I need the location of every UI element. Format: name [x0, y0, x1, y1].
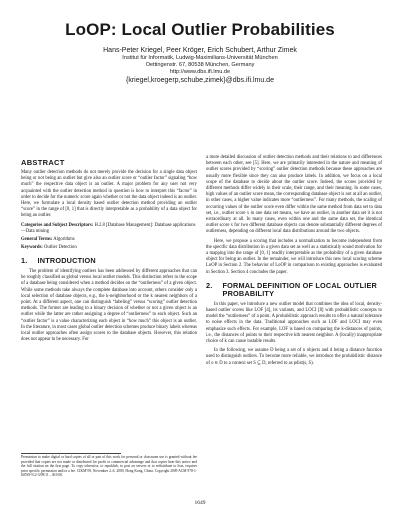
abstract-text: Many outlier detection methods do not merely provide the decision for a single data object being or not being an outlier but give also an outlier score or “outlier factor” signaling “how much” the respective data object is an outlier. A major problem for any user not very acquainted with the outlier detection method in question is how to interpret this “factor” in order to decide for the numeric score again whether or not the data object indeed is an outlier. Here, we formulate a local density based outlier detection method providing an outlier “score” in the range of [0, 1] that is directly interpretable as a probability of a data object for being an outlier.	[21, 170, 197, 219]
author-names: Hans-Peter Kriegel, Peer Kröger, Erich Schubert, Arthur Zimek	[103, 47, 297, 54]
categories-line	[21, 223, 197, 235]
general-terms-label: General Terms:	[21, 237, 53, 243]
affiliation-address: Oettingenstr. 67, 80538 München, Germany	[145, 62, 255, 68]
paper-title: LoOP: Local Outlier Probabilities	[65, 20, 335, 39]
footnote-rule	[21, 453, 121, 454]
right-para-2: Here, we propose a scoring that includes a normalization to become independent from the specific data distribution in a given data set as well as a statistically sound motivation for a mapping into the range of [0, 1] readily interpretable as the probability of a given database object for being an outlier. In the remainder, we will introduce this new local scoring scheme LoOP in Section 2. The behavior of LoOP in comparison to existing approaches is evaluated in Section 3. Section 4 concludes the paper.	[206, 238, 382, 275]
page-number: 1649	[194, 500, 206, 506]
section-1-title: INTRODUCTION	[37, 256, 96, 266]
section-1-number: 1.	[21, 256, 28, 266]
section-2-heading	[206, 282, 382, 299]
right-para-1: a more detailed discussion of outlier detection methods and their relations to and differences between each other, see [5]. Here, we are primarily interested in the nature and meaning of outlier scores provided by “scoring” outlier detection methods because these approaches are usually more flexible since they can also produce labels. In addition, we focus on a local scope of the database to decide about the outlier score. Indeed, the scores provided by different methods differ widely in their scale, their range, and their meaning. In some cases, high values of an outlier score mean, the corresponding database object is not at all an outlier, in other cases, a higher value indicates more “outlierness”. For many methods, the scaling of occurring values of the outlier score even differ within the same method from data set to data set, i.e., outlier score x in one data set means, we have an outlier, in another data set it is not extraordinary at all. In many cases, even within one and the same data set, the identical outlier score x for two different database objects can denote substantially different degrees of outlierness, depending on different local data distributions around the two objects.	[206, 155, 382, 235]
keywords-line	[21, 245, 197, 251]
categories-text: H.2.8 [Database Management]: Database applications—Data mining	[21, 222, 196, 234]
abstract-heading: ABSTRACT	[21, 158, 65, 167]
section-1-heading	[21, 257, 197, 266]
affiliation-url: http://www.dbs.ifi.lmu.de	[169, 69, 231, 75]
general-terms-line	[21, 237, 197, 243]
affiliation-line: Institut für Informatik, Ludwig-Maximilians-Universität München	[122, 55, 278, 61]
keywords-text: Outlier Detection	[42, 245, 77, 251]
introduction-text: The problem of identifying outliers has been addressed by different approaches that can be roughly classified as global versus local outlier models. This distinction refers to the scope of a database being considered when a method decides on the “outlierness” of a given object. While some methods take always the complete database into account, others consider only a local selection of database objects, e.g., the k-neighborhood or the k nearest neighbors of a point. At a different aspect, one can distinguish “labeling” versus “scoring” outlier detection methods. The former are leading to a binary decision of whether or not a given object is an outlier while the latter are rather assigning a degree of “outlierness” to each object. Such an “outlier factor” is a value characterizing each object in “how much” this object is an outlier. In the literature, in most cases global outlier detection schemes produce binary labels whereas local outlier approaches often assign scores to the database objects. However, this relation does not appear to be necessary. For	[21, 268, 197, 343]
section-2-number: 2.	[206, 280, 213, 290]
right-para-3: In this paper, we introduce a new outlier model that combines the idea of local, density-based outlier scores like LOF [4], its variants, and LOCI [8] with probabilistic concepts to model the “outlierness” of a point. A probabilistic approach results to offer a natural tolerance to noise effects in the data. Traditional approaches such as LOF and LOCI may even emphasize such effects. For example, LOF is based on comparing the k-distances of points, i.e., the distances of points to their respective kth nearest neighbor. A (locally) inappropriate choice of k can cause instable results.	[206, 301, 382, 345]
general-terms-text: Algorithms	[52, 237, 75, 243]
section-2-title: FORMAL DEFINITION OF LOCAL OUTLIER PROBABILITY	[222, 280, 377, 299]
categories-label: Categories and Subject Descriptors:	[21, 222, 94, 228]
keywords-label: Keywords:	[21, 245, 43, 251]
right-para-4: In the following, we assume D being a set of n objects and d being a distance function used to distinguish outliers. To become more reliable, we introduce the probabilistic distance of o ∈ D to a context set S ⊆ D, referred to as pdist(s, S).	[206, 348, 382, 366]
right-column	[206, 155, 382, 370]
author-email: {kriegel,kroegerp,schube,zimek}@dbs.ifi.lmu.de	[126, 77, 274, 84]
left-column	[21, 158, 197, 346]
copyright-footnote: Permission to make digital or hard copies of all or part of this work for personal or classroom use is granted without fee provided that copies are not made or distributed for profit or commercial advantage and that copies bear this notice and the full citation on the first page. To copy otherwise, to republish, to post on servers or to redistribute to lists, requires prior specific permission and/or a fee. CIKM’09, November 2–6, 2009, Hong Kong, China. Copyright 2009 ACM 978-1-60558-512-3/09/11 ...$10.00.	[21, 455, 197, 478]
author-block	[0, 46, 400, 85]
